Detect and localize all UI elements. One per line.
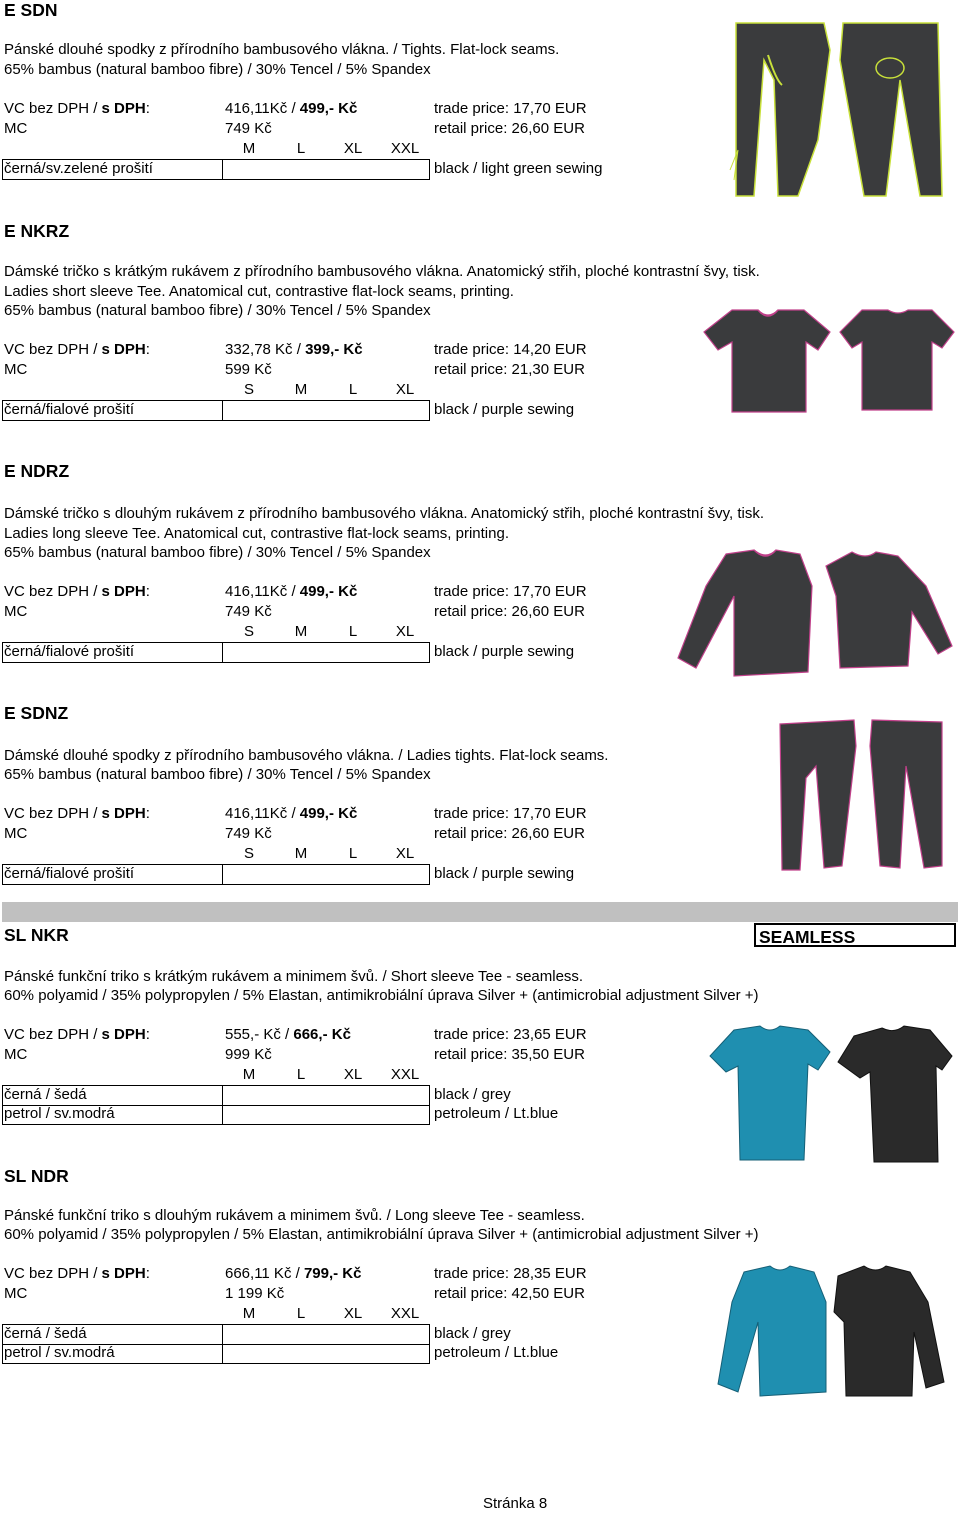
page-number: Stránka 8 — [483, 1495, 548, 1512]
size-label: M — [242, 1066, 256, 1083]
product-description-en: Ladies long sleeve Tee. Anatomical cut, contrastive flat-lock seams, printing. — [4, 525, 509, 542]
size-label: M — [294, 381, 308, 398]
size-label: S — [243, 845, 254, 862]
size-label: XXL — [390, 1066, 420, 1083]
color-cz: černá / šedá — [4, 1086, 87, 1103]
color-en: black / purple sewing — [434, 865, 575, 882]
vat-label: VC bez DPH / s DPH: — [4, 1026, 150, 1043]
product-code: E NKRZ — [4, 221, 70, 241]
mc-label: MC — [4, 825, 28, 842]
seamless-badge: SEAMLESS — [754, 923, 956, 947]
size-label: XL — [395, 381, 415, 398]
size-label: M — [242, 1305, 256, 1322]
product-composition: 65% bambus (natural bamboo fibre) / 30% Tencel / 5% Spandex — [4, 302, 431, 319]
divider — [222, 400, 223, 421]
divider — [2, 159, 3, 180]
color-cz: černá/fialové prošití — [4, 865, 135, 882]
size-label: XXL — [390, 1305, 420, 1322]
mc-label: MC — [4, 120, 28, 137]
retail-price: retail price: 26,60 EUR — [434, 603, 585, 620]
price-czk: 332,78 Kč / 399,- Kč — [225, 341, 363, 358]
size-label: L — [348, 623, 358, 640]
size-row — [223, 623, 431, 641]
size-label: L — [348, 845, 358, 862]
price-czk: 416,11Kč / 499,- Kč — [225, 100, 358, 117]
product-description: Dámské tričko s dlouhým rukávem z přírodního bambusového vlákna. Anatomický střih, ploché kontrastní švy, tisk. — [4, 505, 765, 522]
size-row — [223, 381, 431, 399]
divider — [429, 642, 430, 663]
price-czk: 555,- Kč / 666,- Kč — [225, 1026, 351, 1043]
long-sleeve-tee-image — [676, 546, 956, 686]
color-cz: petrol / sv.modrá — [4, 1344, 115, 1361]
mc-price: 999 Kč — [225, 1046, 272, 1063]
size-label: XL — [343, 140, 363, 157]
product-code: SL NDR — [4, 1166, 69, 1186]
product-composition: 65% bambus (natural bamboo fibre) / 30% Tencel / 5% Spandex — [4, 61, 431, 78]
mc-label: MC — [4, 1046, 28, 1063]
divider — [429, 400, 430, 421]
divider — [2, 420, 430, 421]
trade-price: trade price: 28,35 EUR — [434, 1265, 587, 1282]
divider — [222, 1324, 223, 1364]
divider — [2, 864, 3, 885]
mc-price: 749 Kč — [225, 825, 272, 842]
ladies-tights-image — [776, 716, 946, 876]
color-en: petroleum / Lt.blue — [434, 1344, 559, 1361]
vat-label: VC bez DPH / s DPH: — [4, 583, 150, 600]
product-description: Pánské funkční triko s dlouhým rukávem a minimem švů. / Long sleeve Tee - seamless. — [4, 1207, 585, 1224]
divider — [2, 662, 430, 663]
mc-label: MC — [4, 361, 28, 378]
mc-price: 599 Kč — [225, 361, 272, 378]
mc-label: MC — [4, 1285, 28, 1302]
seamless-long-tee-image — [714, 1262, 948, 1402]
size-label: M — [242, 140, 256, 157]
size-row — [223, 1305, 431, 1323]
retail-price: retail price: 35,50 EUR — [434, 1046, 585, 1063]
vat-label: VC bez DPH / s DPH: — [4, 805, 150, 822]
product-code: E SDNZ — [4, 703, 69, 723]
price-czk: 416,11Kč / 499,- Kč — [225, 805, 358, 822]
mc-price: 1 199 Kč — [225, 1285, 285, 1302]
color-en: black / grey — [434, 1086, 511, 1103]
divider — [2, 884, 430, 885]
size-label: L — [296, 1305, 306, 1322]
product-description-en: Ladies short sleeve Tee. Anatomical cut, contrastive flat-lock seams, printing. — [4, 283, 514, 300]
mc-label: MC — [4, 603, 28, 620]
product-composition: 60% polyamid / 35% polypropylen / 5% Elastan, antimikrobiální úprava Silver + (antimicrobial adjustment Silver +) — [4, 1226, 759, 1243]
divider — [2, 1124, 430, 1125]
trade-price: trade price: 23,65 EUR — [434, 1026, 587, 1043]
mc-price: 749 Kč — [225, 603, 272, 620]
divider — [2, 1085, 3, 1125]
product-composition: 65% bambus (natural bamboo fibre) / 30% Tencel / 5% Spandex — [4, 544, 431, 561]
retail-price: retail price: 21,30 EUR — [434, 361, 585, 378]
retail-price: retail price: 26,60 EUR — [434, 120, 585, 137]
size-label: L — [296, 1066, 306, 1083]
trade-price: trade price: 17,70 EUR — [434, 583, 587, 600]
color-en: black / purple sewing — [434, 401, 575, 418]
divider — [2, 400, 3, 421]
divider — [429, 864, 430, 885]
short-sleeve-tee-image — [696, 306, 956, 418]
divider — [222, 1085, 223, 1125]
size-label: S — [243, 623, 254, 640]
product-description: Pánské dlouhé spodky z přírodního bambusového vlákna. / Tights. Flat-lock seams. — [4, 41, 560, 58]
color-cz: černá/fialové prošití — [4, 643, 135, 660]
retail-price: retail price: 42,50 EUR — [434, 1285, 585, 1302]
product-description: Dámské dlouhé spodky z přírodního bambusového vlákna. / Ladies tights. Flat-lock seams. — [4, 747, 609, 764]
product-description: Dámské tričko s krátkým rukávem z přírodního bambusového vlákna. Anatomický střih, ploché kontrastní švy, tisk. — [4, 263, 760, 280]
size-row — [223, 845, 431, 863]
divider — [2, 1363, 430, 1364]
size-label: XL — [395, 845, 415, 862]
vat-label: VC bez DPH / s DPH: — [4, 341, 150, 358]
vat-label: VC bez DPH / s DPH: — [4, 1265, 150, 1282]
product-composition: 60% polyamid / 35% polypropylen / 5% Elastan, antimikrobiální úprava Silver + (antimicrobial adjustment Silver +) — [4, 987, 759, 1004]
product-code: E NDRZ — [4, 461, 70, 481]
size-row — [223, 140, 431, 158]
product-composition: 65% bambus (natural bamboo fibre) / 30% Tencel / 5% Spandex — [4, 766, 431, 783]
color-cz: černá / šedá — [4, 1325, 87, 1342]
tights-product-image — [728, 20, 948, 200]
color-en: black / purple sewing — [434, 643, 575, 660]
divider — [222, 159, 223, 180]
product-description: Pánské funkční triko s krátkým rukávem a minimem švů. / Short sleeve Tee - seamless. — [4, 968, 584, 985]
color-en: black / grey — [434, 1325, 511, 1342]
price-czk: 666,11 Kč / 799,- Kč — [225, 1265, 362, 1282]
size-label: L — [348, 381, 358, 398]
color-en: petroleum / Lt.blue — [434, 1105, 559, 1122]
size-label: XL — [343, 1066, 363, 1083]
color-cz: černá/fialové prošití — [4, 401, 135, 418]
vat-label: VC bez DPH / s DPH: — [4, 100, 150, 117]
trade-price: trade price: 17,70 EUR — [434, 805, 587, 822]
divider — [222, 642, 223, 663]
size-label: XL — [343, 1305, 363, 1322]
divider — [222, 864, 223, 885]
size-label: XL — [395, 623, 415, 640]
divider — [429, 159, 430, 180]
trade-price: trade price: 17,70 EUR — [434, 100, 587, 117]
mc-price: 749 Kč — [225, 120, 272, 137]
seamless-short-tee-image — [704, 1022, 956, 1164]
color-cz: petrol / sv.modrá — [4, 1105, 115, 1122]
size-label: M — [294, 845, 308, 862]
color-en: black / light green sewing — [434, 160, 603, 177]
color-cz: černá/sv.zelené prošití — [4, 160, 153, 177]
trade-price: trade price: 14,20 EUR — [434, 341, 587, 358]
divider — [429, 1085, 430, 1125]
section-divider-bar — [2, 902, 958, 922]
product-code: SL NKR — [4, 925, 69, 945]
size-label: M — [294, 623, 308, 640]
price-czk: 416,11Kč / 499,- Kč — [225, 583, 358, 600]
divider — [429, 1324, 430, 1364]
divider — [2, 1324, 3, 1364]
size-label: S — [243, 381, 254, 398]
size-label: XXL — [390, 140, 420, 157]
size-label: L — [296, 140, 306, 157]
retail-price: retail price: 26,60 EUR — [434, 825, 585, 842]
product-code: E SDN — [4, 0, 58, 20]
divider — [2, 642, 3, 663]
size-row — [223, 1066, 431, 1084]
divider — [2, 179, 430, 180]
